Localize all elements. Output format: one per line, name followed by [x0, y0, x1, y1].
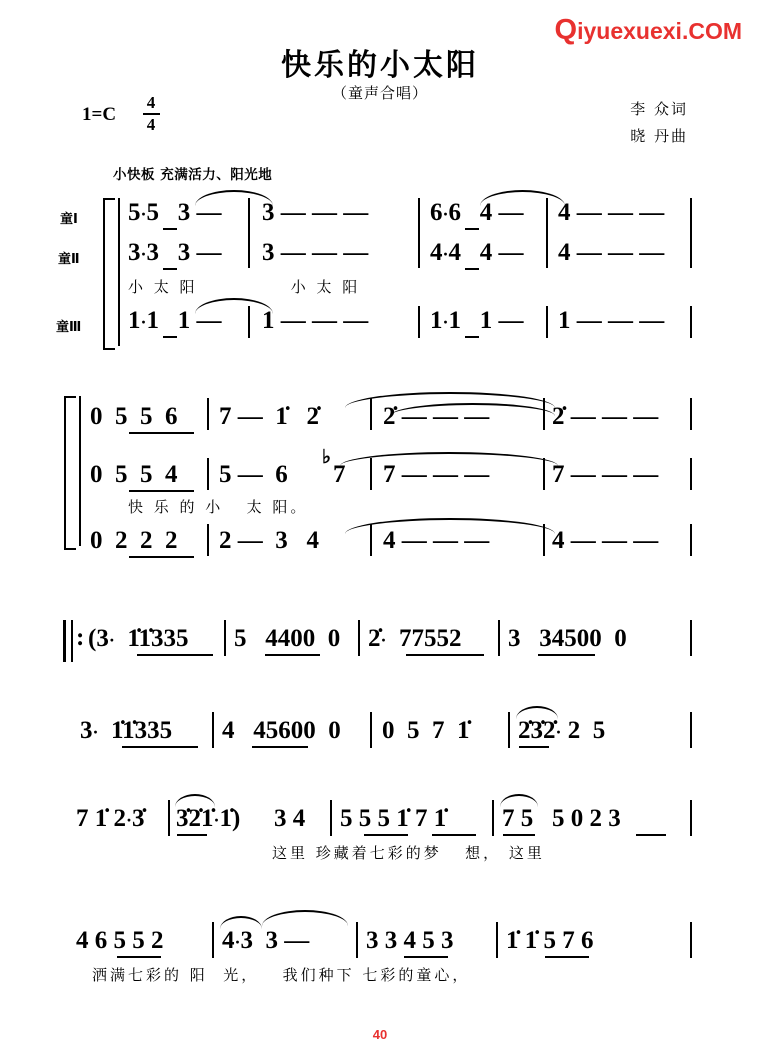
- barline: [498, 620, 500, 656]
- system3-melody-1: (3· 1̇1̇335: [88, 625, 189, 652]
- beam-line: [519, 746, 549, 748]
- lyricist-credit: 李 众词: [630, 100, 688, 118]
- system2-brace: [64, 396, 76, 550]
- barline: [248, 238, 250, 268]
- system5-melody-1: 7 1̇ 2·3̇: [76, 805, 145, 832]
- barline: [207, 458, 209, 490]
- system1-voice1-notes: 5·5 3 —: [128, 199, 222, 226]
- tie-slur: [345, 518, 555, 534]
- system1-voice2-notes-2: 3 — — —: [262, 239, 369, 266]
- system1-voice1-notes-2: 3 — — —: [262, 199, 369, 226]
- barline: [370, 712, 372, 748]
- system5-lyrics: 这里 珍藏着七彩的梦 想， 这里: [272, 844, 545, 862]
- beam-line: [163, 228, 177, 230]
- watermark-lead: Q: [554, 14, 578, 46]
- beam-line: [122, 746, 198, 748]
- system6-lyrics: 洒满七彩的 阳 光， 我们种下 七彩的童心，: [92, 966, 471, 984]
- system5-melody-4: 5 5 5 1̇ 7 1̇: [340, 805, 447, 832]
- page-subtitle: （童声合唱）: [331, 84, 428, 102]
- barline: [690, 620, 692, 656]
- barline: [492, 800, 494, 836]
- barline: [212, 712, 214, 748]
- system2-lyrics: 快 乐 的 小 太 阳。: [128, 498, 309, 516]
- beam-line: [465, 228, 479, 230]
- page-number: 40: [372, 1027, 388, 1042]
- time-signature: [138, 94, 164, 134]
- beam-line: [465, 268, 479, 270]
- system2-voice1-notes-3: 2̇ — — —: [383, 403, 490, 430]
- beam-line: [129, 432, 194, 434]
- tie-slur: [262, 910, 348, 926]
- system1-voice2-notes-3: 4·4 4 —: [430, 239, 524, 266]
- system1-lyrics: 小 太 阳 小 太 阳: [128, 278, 361, 296]
- barline: [508, 712, 510, 748]
- system1-brace: [103, 198, 115, 350]
- barline: [418, 306, 420, 338]
- beam-line: [545, 956, 589, 958]
- tie-slur: [500, 794, 538, 807]
- barline: [224, 620, 226, 656]
- beam-line: [404, 956, 448, 958]
- system4-melody-1: 3· 1̇1̇335: [80, 717, 173, 744]
- system1-voice3-notes: 1·1 1 —: [128, 307, 222, 334]
- part-label-voice3: 童Ⅲ: [56, 320, 82, 335]
- tie-slur: [175, 794, 215, 807]
- tie-slur: [195, 190, 273, 206]
- system1-voice2-notes-4: 4 — — —: [558, 239, 665, 266]
- watermark-tail: .COM: [681, 18, 742, 44]
- beam-line: [465, 336, 479, 338]
- system5-melody-5: 7 5 5 0 2 3: [502, 805, 621, 832]
- barline: [690, 800, 692, 836]
- tempo-marking: 小快板 充满活力、阳光地: [113, 167, 273, 183]
- barline: [356, 922, 358, 958]
- barline: [168, 800, 170, 836]
- system1-voice3-notes-2: 1 — — —: [262, 307, 369, 334]
- barline: [690, 922, 692, 958]
- system1-voice3-notes-3: 1·1 1 —: [430, 307, 524, 334]
- system4-melody-3: 0 5 7 1̇: [382, 717, 470, 744]
- repeat-dots: :: [76, 624, 85, 651]
- system5-melody-3: 3 4: [274, 805, 306, 832]
- system2-voice2-note-flat7: 7: [333, 461, 346, 488]
- meter-denominator: 4: [146, 114, 156, 134]
- beam-line: [129, 556, 194, 558]
- system2-voice2-notes: 0 5 5 4: [90, 461, 178, 488]
- system2-voice1-notes-4: 2̇ — — —: [552, 403, 659, 430]
- beam-line: [117, 956, 161, 958]
- system1-start-barline: [118, 198, 120, 346]
- tie-slur: [480, 190, 565, 206]
- beam-line: [163, 268, 177, 270]
- system2-voice3-notes-2: 2 — 3 4: [219, 527, 319, 554]
- beam-line: [432, 834, 476, 836]
- flat-accidental: ♭: [322, 447, 331, 468]
- system2-voice1-notes-2: 7 — 1̇ 2̇: [219, 403, 319, 430]
- composer-credit: 晓 丹曲: [630, 127, 688, 145]
- meter-numerator: 4: [146, 93, 156, 112]
- beam-line: [538, 654, 595, 656]
- barline: [690, 398, 692, 430]
- barline: [690, 524, 692, 556]
- system6-melody-2: 4·3 3 —: [222, 927, 310, 954]
- barline: [546, 238, 548, 268]
- beam-line: [503, 834, 535, 836]
- tie-slur: [220, 916, 262, 929]
- repeat-start-thin: [71, 620, 73, 662]
- system2-voice3-notes-3: 4 — — —: [383, 527, 490, 554]
- barline: [212, 922, 214, 958]
- tie-slur: [340, 452, 558, 466]
- system2-voice2-notes-4: 7 — — —: [552, 461, 659, 488]
- repeat-start-thick: [63, 620, 66, 662]
- system2-start-barline: [79, 396, 81, 546]
- part-label-voice2: 童Ⅱ: [58, 252, 80, 267]
- system2-voice2-notes-3: 7 — — —: [383, 461, 490, 488]
- system4-melody-4: 2̇3̇2̇· 2 5: [518, 717, 606, 744]
- system1-voice1-notes-3: 6·6 4 —: [430, 199, 524, 226]
- barline: [690, 238, 692, 268]
- system6-melody-1: 4 6 5 5 2: [76, 927, 164, 954]
- part-label-voice1: 童Ⅰ: [60, 212, 78, 227]
- beam-line: [406, 654, 484, 656]
- system6-melody-3: 3 3 4 5 3: [366, 927, 454, 954]
- beam-line: [129, 490, 194, 492]
- system6-melody-4: 1̇ 1̇ 5 7 6: [506, 927, 594, 954]
- barline: [690, 712, 692, 748]
- page-title: 快乐的小太阳: [281, 48, 479, 83]
- system1-end-barline-2: [690, 306, 692, 338]
- barline: [690, 458, 692, 490]
- key-signature: 1=C: [82, 104, 117, 125]
- beam-line: [163, 336, 177, 338]
- beam-line: [252, 746, 308, 748]
- barline: [358, 620, 360, 656]
- beam-line: [364, 834, 408, 836]
- credits: [630, 96, 688, 150]
- beam-line: [177, 834, 207, 836]
- barline: [207, 398, 209, 430]
- system3-melody-3: 2̇· 77552: [368, 625, 462, 652]
- system4-melody-2: 4 45600 0: [222, 717, 341, 744]
- watermark-mid: iyuexuexi: [577, 18, 682, 44]
- barline: [207, 524, 209, 556]
- system2-voice3-notes-4: 4 — — —: [552, 527, 659, 554]
- system2-voice2-notes-2: 5 — 6: [219, 461, 288, 488]
- barline: [330, 800, 332, 836]
- system1-voice1-notes-4: 4 — — —: [558, 199, 665, 226]
- tie-slur: [195, 298, 273, 314]
- tie-slur: [516, 706, 558, 719]
- beam-line: [265, 654, 320, 656]
- barline: [418, 238, 420, 268]
- system5-melody-2: 3̇2̇1̇·1̇): [176, 805, 241, 832]
- beam-line: [137, 654, 213, 656]
- barline: [546, 306, 548, 338]
- system1-voice3-notes-4: 1 — — —: [558, 307, 665, 334]
- beam-line: [636, 834, 666, 836]
- barline: [496, 922, 498, 958]
- system2-voice3-notes: 0 2 2 2: [90, 527, 178, 554]
- system3-melody-2: 5 4400 0: [234, 625, 341, 652]
- system3-melody-4: 3 34500 0: [508, 625, 627, 652]
- system1-voice2-notes: 3·3 3 —: [128, 239, 222, 266]
- system2-voice1-notes: 0 5 5 6: [90, 403, 178, 430]
